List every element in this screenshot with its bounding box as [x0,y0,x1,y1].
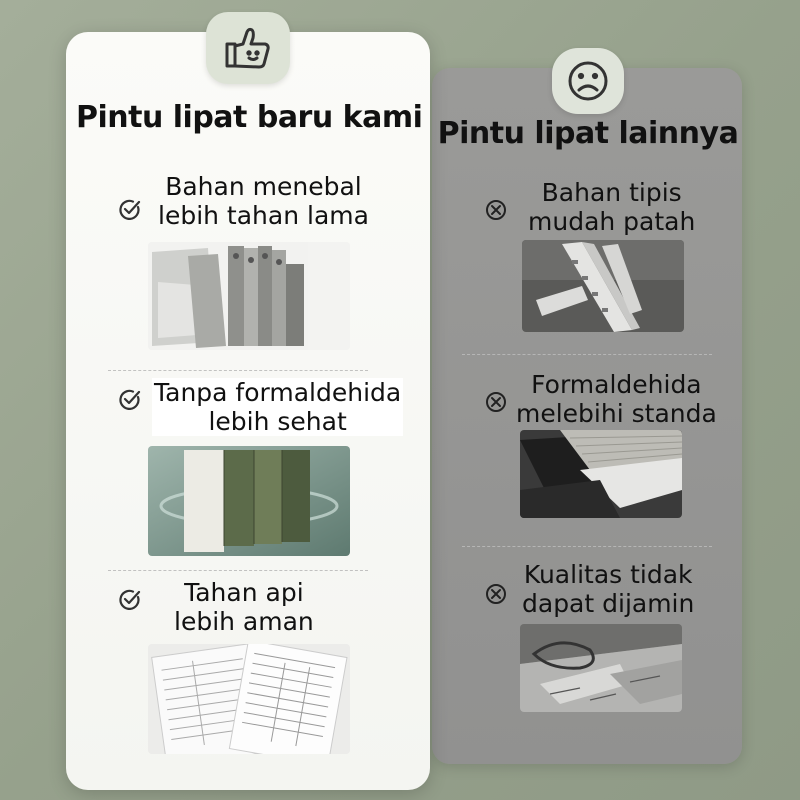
divider [108,370,368,371]
feature-healthy-label: Tanpa formaldehida lebih sehat [154,378,402,436]
feature-quality-label: Kualitas tidak dapat dijamin [522,560,695,618]
broken-thin-panel-photo [522,240,684,332]
sad-face-icon [552,48,624,114]
divider [462,546,712,547]
x-circle-icon [484,198,508,222]
check-circle-icon [118,198,142,222]
damaged-door-photo [520,624,682,712]
thumbs-up-smile-icon [206,12,290,84]
feature-thin-label: Bahan tipis mudah patah [528,178,696,236]
feature-durable-label: Bahan menebal lebih tahan lama [158,172,369,230]
check-circle-icon [118,588,142,612]
divider [462,354,712,355]
test-certificate-documents-photo [148,644,350,754]
check-circle-icon [118,388,142,412]
divider [108,570,368,571]
folded-door-panels-photo [148,242,350,350]
x-circle-icon [484,390,508,414]
green-door-panel-photo [148,446,350,556]
stacked-boards-photo [520,430,682,518]
our-door-title: Pintu lipat baru kami [76,100,423,135]
feature-formaldehyde-label: Formaldehida melebihi standa [516,370,717,428]
feature-fireproof-label: Tahan api lebih aman [174,578,314,636]
x-circle-icon [484,582,508,606]
other-door-title: Pintu lipat lainnya [437,116,739,151]
